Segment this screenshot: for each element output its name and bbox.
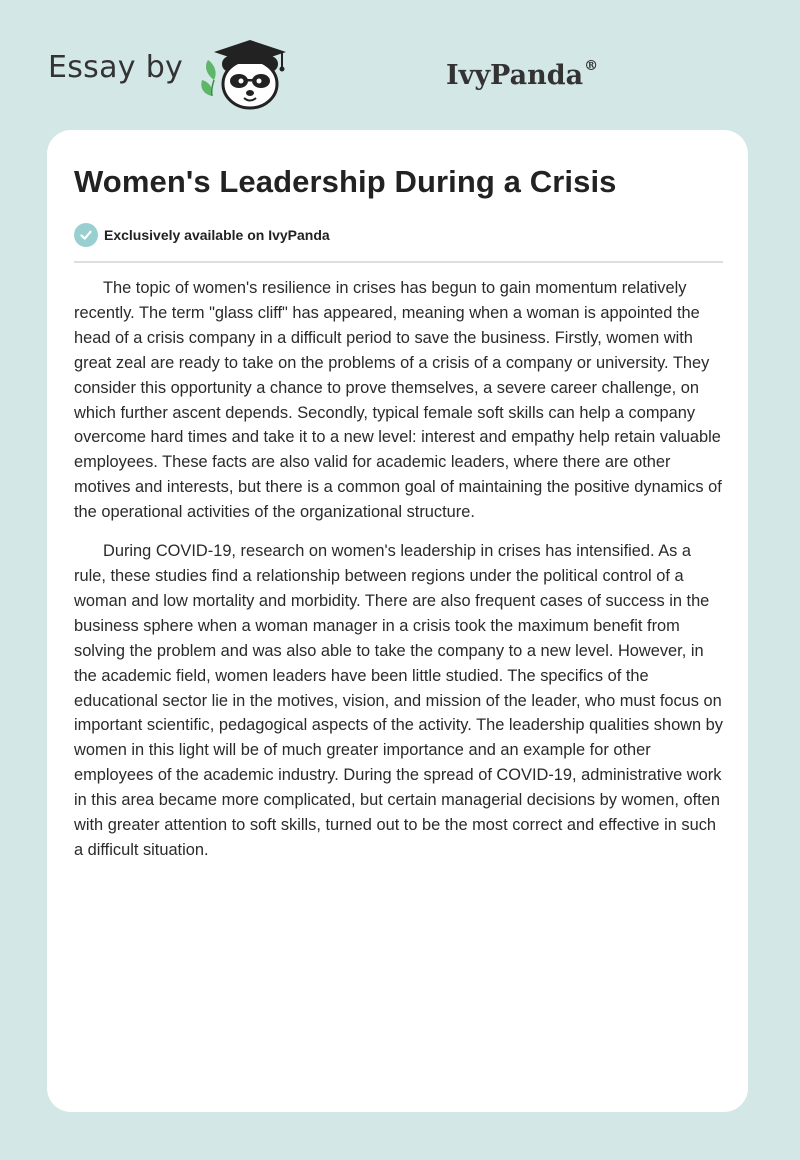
essay-card: [47, 130, 748, 1112]
essay-by-label: Essay by: [48, 50, 184, 85]
site-header: [48, 30, 748, 110]
checkmark-icon: [74, 223, 98, 247]
paragraph: During COVID-19, research on women's leadership in crises has intensified. As a rule, these studies find a relationship between regions under the political control of a woman and low mortality and morbidity. There are also frequent cases of success in the business sphere when a woman manager in a crisis took the maximum benefit from solving the problem and was also able to take the company to a new level. However, in the academic field, women leaders have been little studied. The specifics of the educational sector lie in the motives, vision, and mission of the leader, who must focus on important scientific, pedagogical aspects of the activity. The leadership qualities shown by women in this light will be of much greater importance and an example for other employees of the academic industry. During the spread of COVID-19, administrative work in this area became more complicated, but certain managerial decisions by women, often with greater attention to soft skills, turned out to be the most correct and effective in such a difficult situation.: [74, 542, 723, 859]
badge-label: Exclusively available on IvyPanda: [104, 227, 330, 243]
essay-body: [74, 276, 724, 877]
brand-name: IvyPanda®: [446, 58, 599, 91]
divider: [74, 261, 723, 263]
panda-mascot-icon: [198, 34, 294, 110]
exclusive-badge: [74, 222, 330, 248]
paragraph: The topic of women's resilience in crises has begun to gain momentum relatively recently. The term "glass cliff" has appeared, meaning when a woman is appointed the head of a crisis company in a difficult period to save the business. Firstly, women with great zeal are ready to take on the problems of a crisis of a company or university. They consider this opportunity a chance to prove themselves, a severe career challenge, on which further ascent depends. Secondly, typical female soft skills can help a company overcome hard times and take it to a new level: interest and empathy help retain valuable employees. These facts are also valid for academic leaders, where there are other motives and interests, but there is a common goal of maintaining the positive dynamics of the operational activities of the organizational structure.: [74, 279, 722, 522]
ivypanda-logo[interactable]: [198, 34, 599, 110]
page-title: Women's Leadership During a Crisis: [74, 164, 617, 199]
